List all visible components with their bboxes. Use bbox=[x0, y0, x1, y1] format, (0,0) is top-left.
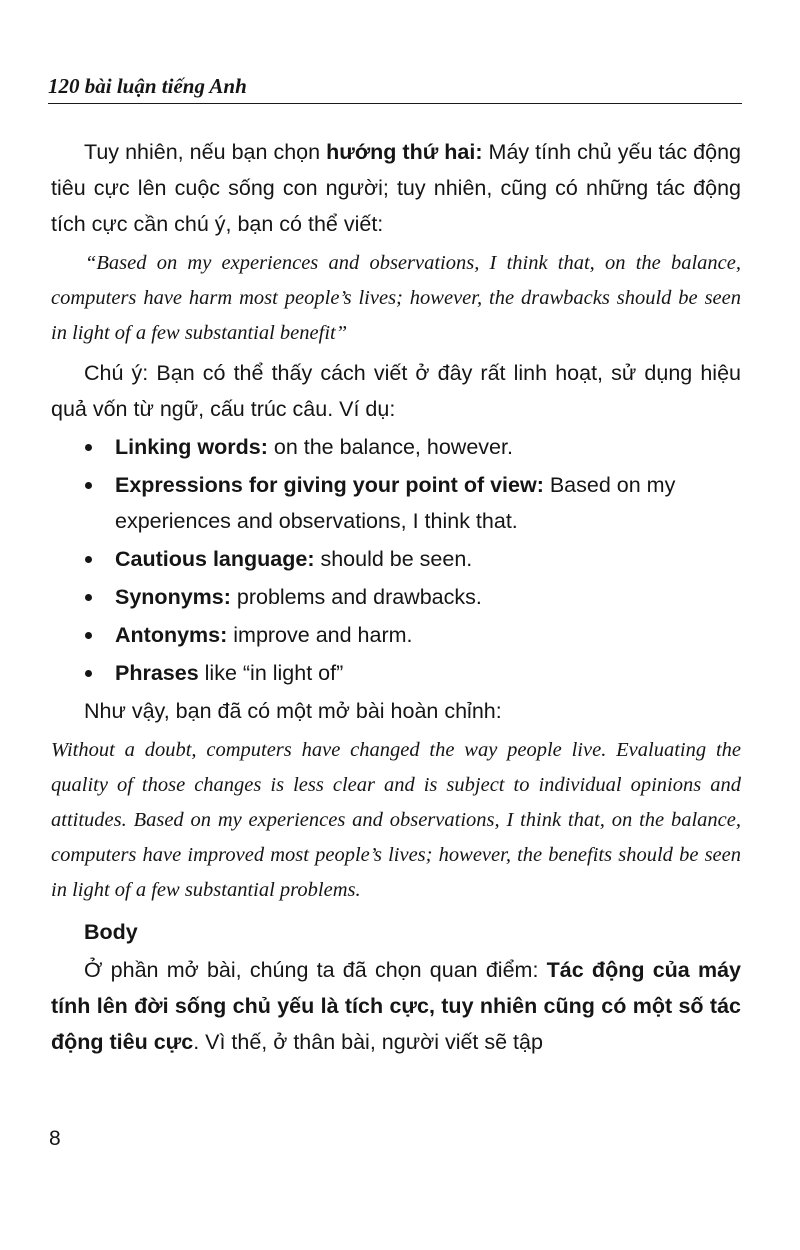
para-body-bold: Tác động của máy tính lên đời sống chủ yếu là tích cực, tuy nhiên cũng có một số tác động tiêu cực bbox=[51, 958, 741, 1054]
bullet-term: Synonyms: bbox=[115, 585, 231, 609]
bullet-term: Phrases bbox=[115, 661, 199, 685]
para1-post: Máy tính chủ yếu tác động tiêu cực lên cuộc sống con người; tuy nhiên, cũng có những tác động tích cực cần chú ý, bạn có thể viết: bbox=[51, 140, 741, 236]
list-item bbox=[51, 655, 741, 691]
list-item bbox=[51, 541, 741, 577]
section-heading-body: Body bbox=[84, 920, 138, 944]
bullet-icon bbox=[85, 556, 92, 563]
bullet-term: Cautious language: bbox=[115, 547, 315, 571]
bullet-icon bbox=[85, 632, 92, 639]
bullet-icon bbox=[85, 444, 92, 451]
bullet-text: like “in light of” bbox=[198, 661, 344, 685]
page-content bbox=[51, 134, 741, 1060]
page-number: 8 bbox=[49, 1127, 61, 1150]
bullet-text: problems and drawbacks. bbox=[230, 585, 482, 609]
book-title: 120 bài luận tiếng Anh bbox=[48, 74, 247, 98]
quote-full-introduction: Without a doubt, computers have changed the way people live. Evaluating the quality of those changes is less clear and is subject to individual opinions and attitudes. Based on my experiences and observations, I think that, on the balance, computers have improved most people’s lives; however, the benefits should be seen in light of a few substantial problems. bbox=[51, 739, 741, 901]
list-item bbox=[51, 467, 741, 539]
bullet-text: improve and harm. bbox=[227, 623, 413, 647]
bullet-icon bbox=[85, 594, 92, 601]
bullet-icon bbox=[85, 670, 92, 677]
list-item bbox=[51, 579, 741, 615]
para-body-pre: Ở phần mở bài, chúng ta đã chọn quan điểm: bbox=[84, 958, 547, 982]
paragraph-body bbox=[51, 952, 741, 1060]
paragraph-intro-lead: Như vậy, bạn đã có một mở bài hoàn chỉnh: bbox=[84, 699, 502, 723]
bullet-icon bbox=[85, 482, 92, 489]
bullet-term: Expressions for giving your point of view: bbox=[115, 473, 544, 497]
bullet-text: Based on my experiences and observations, I think that. bbox=[115, 473, 676, 533]
paragraph-note: Chú ý: Bạn có thể thấy cách viết ở đây rất linh hoạt, sử dụng hiệu quả vốn từ ngữ, cấu trúc câu. Ví dụ: bbox=[51, 361, 741, 421]
bullet-text: should be seen. bbox=[314, 547, 473, 571]
paragraph-second-direction bbox=[51, 134, 741, 242]
bullet-text: on the balance, however. bbox=[267, 435, 513, 459]
bullet-term: Linking words: bbox=[115, 435, 268, 459]
list-item bbox=[51, 429, 741, 465]
running-header bbox=[48, 74, 742, 104]
para-body-post: . Vì thế, ở thân bài, người viết sẽ tập bbox=[193, 1030, 543, 1054]
para1-bold: hướng thứ hai: bbox=[326, 140, 483, 164]
bullet-term: Antonyms: bbox=[115, 623, 228, 647]
quote-negative-thesis: “Based on my experiences and observations, I think that, on the balance, computers have harm most people’s lives; however, the drawbacks should be seen in light of a few substantial benefit” bbox=[51, 252, 741, 344]
bullet-list bbox=[51, 429, 741, 691]
list-item bbox=[51, 617, 741, 653]
para1-pre: Tuy nhiên, nếu bạn chọn bbox=[84, 140, 327, 164]
